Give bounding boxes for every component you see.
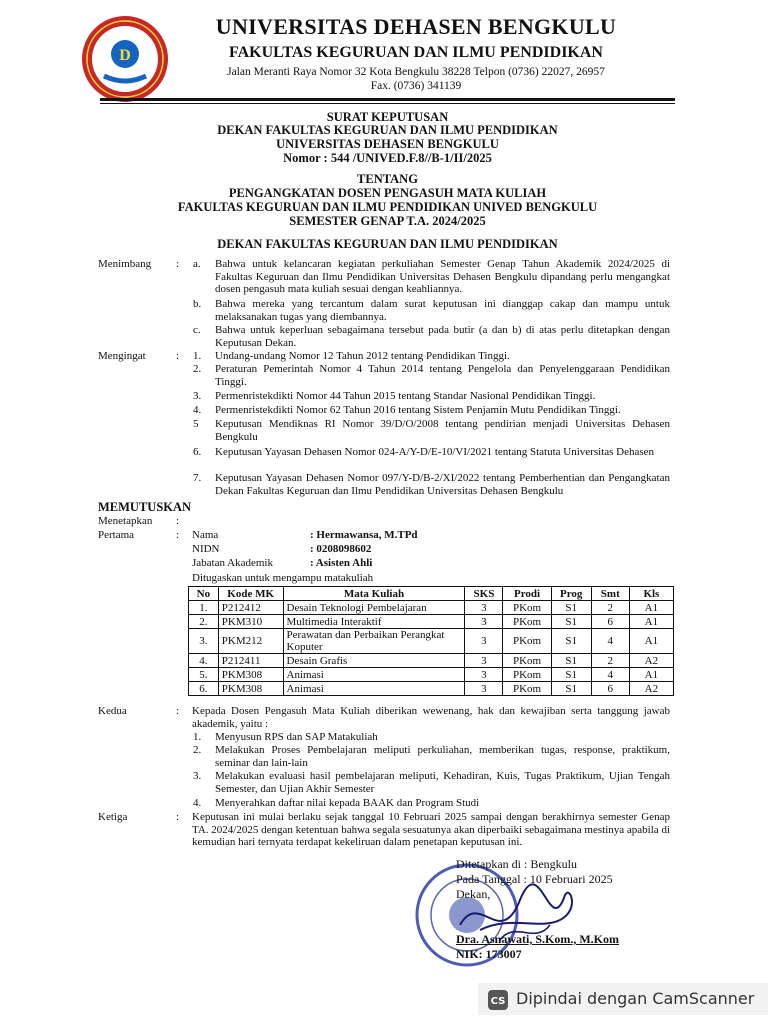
university-name: UNIVERSITAS DEHASEN BENGKULU (215, 14, 617, 39)
heading-university: UNIVERSITAS DEHASEN BENGKULU (276, 137, 499, 151)
cell-no: 4. (189, 654, 219, 668)
nama-value: : Hermawansa, M.TPd (310, 529, 418, 541)
cell-no: 2. (189, 615, 219, 629)
university-logo (80, 14, 170, 104)
heading-dekan: DEKAN FAKULTAS KEGURUAN DAN ILMU PENDIDIKAN (217, 123, 558, 137)
ketiga-text: Keputusan ini mulai berlaku sejak tanggal 10 Februari 2025 sampai dengan berakhirnya semester Genap TA. 2024/2025 dengan ketentuan bahwa segala sesuatunya akan diperbaiki sebagaimana mestinya apabila di kemudian hari ternyata terdapat kekeliruan dalam penetapan keputusan ini. (192, 811, 670, 848)
mengingat-item: Keputusan Yayasan Dehasen Nomor 024-A/Y-D/E-10/VI/2021 tentang Statuta Universitas Dehasen (215, 446, 654, 458)
column-header: Prog (551, 587, 591, 601)
heading-surat-keputusan: SURAT KEPUTUSAN (326, 110, 449, 124)
heading-subject-1: PENGANGKATAN DOSEN PENGASUH MATA KULIAH (228, 186, 547, 200)
cell-matakuliah: Animasi (283, 668, 465, 682)
colon: : (176, 515, 180, 527)
menimbang-item: Bahwa untuk kelancaran kegiatan perkuliahan Semester Genap Tahun Akademik 2024/2025 di Fakultas Keguruan dan Ilmu Pendidikan Universitas Dehasen Bengkulu dipandang perlu mengangkat dosen pengasuh mata kuliah sesuai dengan keahliannya. (215, 258, 670, 295)
cell-smt: 4 (591, 668, 629, 682)
heading-tentang: TENTANG (357, 172, 418, 186)
item-number: 4. (193, 404, 202, 416)
cell-kode: PKM310 (218, 615, 283, 629)
cell-prodi: PKom (503, 668, 551, 682)
mengingat-item: Permenristekdikti Nomor 62 Tahun 2016 tentang Sistem Penjamin Mutu Pendidikan Tinggi. (215, 404, 621, 416)
table-row (189, 682, 674, 696)
kedua-item: Menyusun RPS dan SAP Matakuliah (215, 731, 378, 743)
cell-kode: PKM308 (218, 668, 283, 682)
mengingat-item: Keputusan Yayasan Dehasen Nomor 097/Y-D/B-2/XI/2022 tentang Pemberhentian dan Pengangkatan Dekan Fakultas Keguruan dan Ilmu Pendidikan Universitas Dehasen Bengkulu (215, 472, 670, 497)
cell-prog: S1 (551, 629, 591, 654)
item-number: 2. (193, 744, 202, 756)
cell-kode: PKM212 (218, 629, 283, 654)
colon: : (176, 705, 180, 717)
menimbang-label: Menimbang (98, 258, 152, 270)
mengingat-item: Permenristekdikti Nomor 44 Tahun 2015 tentang Standar Nasional Pendidikan Tinggi. (215, 390, 596, 402)
heading-subject-2: FAKULTAS KEGURUAN DAN ILMU PENDIDIKAN UNIVED BENGKULU (177, 200, 598, 214)
cell-prog: S1 (551, 668, 591, 682)
course-table (188, 586, 674, 696)
cell-prog: S1 (551, 601, 591, 615)
dekan-title: Dekan, (456, 887, 491, 901)
cell-sks: 3 (465, 682, 503, 696)
table-row (189, 615, 674, 629)
table-row (189, 601, 674, 615)
cell-prog: S1 (551, 682, 591, 696)
cell-matakuliah: Animasi (283, 682, 465, 696)
colon: : (176, 258, 180, 270)
heading-dekan-2: DEKAN FAKULTAS KEGURUAN DAN ILMU PENDIDIKAN (217, 237, 558, 251)
item-number: 2. (193, 363, 202, 375)
cell-prodi: PKom (503, 601, 551, 615)
cell-kls: A2 (629, 654, 673, 668)
pertama-label: Pertama (98, 529, 135, 541)
kedua-item: Melakukan evaluasi hasil pembelajaran meliputi, Kehadiran, Kuis, Tugas Praktikum, Ujian Tengah Semester, dan Ujian Akhir Semester (215, 770, 670, 795)
cell-kode: P212412 (218, 601, 283, 615)
mengingat-item: Peraturan Pemerintah Nomor 4 Tahun 2014 tentang Pengelola dan Penyelenggaraan Pendidikan Tinggi. (215, 363, 670, 388)
pada-tanggal: Pada Tanggal : 10 Februari 2025 (456, 872, 613, 886)
cell-kls: A2 (629, 682, 673, 696)
ketiga-label: Ketiga (98, 811, 128, 823)
item-number: b. (193, 298, 202, 310)
colon: : (176, 811, 180, 823)
item-number: 3. (193, 390, 202, 402)
menimbang-item: Bahwa mereka yang tercantum dalam surat keputusan ini dianggap cakap dan mampu untuk melaksanakan tugas yang diembannya. (215, 298, 670, 323)
cell-prodi: PKom (503, 654, 551, 668)
column-header: No (189, 587, 219, 601)
cell-smt: 4 (591, 629, 629, 654)
table-row (189, 629, 674, 654)
column-header: SKS (465, 587, 503, 601)
table-header-row (189, 587, 674, 601)
cell-no: 3. (189, 629, 219, 654)
scanner-watermark-text: Dipindai dengan CamScanner (516, 989, 755, 1008)
faculty-name: FAKULTAS KEGURUAN DAN ILMU PENDIDIKAN (229, 44, 603, 61)
item-number: a. (193, 258, 201, 270)
cell-smt: 2 (591, 654, 629, 668)
cell-kode: PKM308 (218, 682, 283, 696)
item-number: 1. (193, 731, 202, 743)
signatory-name: Dra. Asnawati, S.Kom., M.Kom (456, 932, 619, 946)
svg-text:D: D (119, 47, 131, 64)
cell-kode: P212411 (218, 654, 283, 668)
cell-kls: A1 (629, 629, 673, 654)
heading-nomor: Nomor : 544 /UNIVED.F.8//B-1/II/2025 (283, 151, 492, 165)
table-row (189, 668, 674, 682)
header-rule-thick (100, 98, 675, 101)
jabatan-value: : Asisten Ahli (310, 557, 373, 569)
header-rule-thin (100, 103, 675, 104)
nidn-value: : 0208098602 (310, 543, 372, 555)
menimbang-item: Bahwa untuk keperluan sebagaimana tersebut pada butir (a dan b) di atas perlu ditetapkan dengan Keputusan Dekan. (215, 324, 670, 349)
colon: : (176, 350, 180, 362)
item-number: 3. (193, 770, 202, 782)
column-header: Prodi (503, 587, 551, 601)
cell-smt: 6 (591, 615, 629, 629)
cell-matakuliah: Multimedia Interaktif (283, 615, 465, 629)
menetapkan-label: Menetapkan (98, 515, 153, 527)
cell-kls: A1 (629, 668, 673, 682)
address: Jalan Meranti Raya Nomor 32 Kota Bengkulu 38228 Telpon (0736) 22027, 26957 (227, 66, 605, 78)
item-number: 1. (193, 350, 202, 362)
item-number: 7. (193, 472, 202, 484)
column-header: Mata Kuliah (283, 587, 465, 601)
memutuskan-title: MEMUTUSKAN (98, 500, 192, 514)
kedua-item: Menyerahkan daftar nilai kepada BAAK dan Program Studi (215, 797, 480, 809)
cell-sks: 3 (465, 601, 503, 615)
mengingat-item: Undang-undang Nomor 12 Tahun 2012 tentang Pendidikan Tinggi. (215, 350, 510, 362)
nidn-label: NIDN (192, 543, 220, 555)
fax: Fax. (0736) 341139 (370, 80, 462, 92)
cell-prodi: PKom (503, 682, 551, 696)
cell-no: 1. (189, 601, 219, 615)
column-header: Kode MK (218, 587, 283, 601)
kedua-item: Melakukan Proses Pembelajaran meliputi perkuliahan, memberikan tugas, response, praktikum, seminar dan lain-lain (215, 744, 670, 769)
item-number: 6. (193, 446, 202, 458)
item-number: c. (193, 324, 201, 336)
column-header: Kls (629, 587, 673, 601)
signatory-nik: NIK: 173007 (456, 947, 522, 961)
cell-matakuliah: Desain Teknologi Pembelajaran (283, 601, 465, 615)
cell-matakuliah: Desain Grafis (283, 654, 465, 668)
cell-sks: 3 (465, 668, 503, 682)
mengingat-item: Keputusan Mendiknas RI Nomor 39/D/O/2008 tentang pendirian menjadi Universitas Dehasen Bengkulu (215, 418, 670, 443)
svg-text:CS: CS (490, 996, 506, 1007)
cell-no: 5. (189, 668, 219, 682)
ditugaskan-text: Ditugaskan untuk mengampu matakuliah (192, 572, 374, 584)
cell-smt: 6 (591, 682, 629, 696)
cell-sks: 3 (465, 654, 503, 668)
cell-kls: A1 (629, 615, 673, 629)
colon: : (176, 529, 180, 541)
ditetapkan-di: Ditetapkan di : Bengkulu (456, 857, 577, 871)
cell-smt: 2 (591, 601, 629, 615)
cell-no: 6. (189, 682, 219, 696)
item-number: 4. (193, 797, 202, 809)
cell-prodi: PKom (503, 615, 551, 629)
kedua-intro: Kepada Dosen Pengasuh Mata Kuliah diberikan wewenang, hak dan kewajiban serta tanggung jawab akademik, yaitu : (192, 705, 670, 730)
cell-prog: S1 (551, 654, 591, 668)
camscanner-icon (488, 990, 508, 1010)
mengingat-label: Mengingat (98, 350, 146, 362)
column-header: Smt (591, 587, 629, 601)
jabatan-label: Jabatan Akademik (192, 557, 273, 569)
nama-label: Nama (192, 529, 219, 541)
cell-sks: 3 (465, 629, 503, 654)
cell-matakuliah: Perawatan dan Perbaikan Perangkat Koputer (283, 629, 465, 654)
cell-prog: S1 (551, 615, 591, 629)
cell-prodi: PKom (503, 629, 551, 654)
cell-sks: 3 (465, 615, 503, 629)
kedua-label: Kedua (98, 705, 127, 717)
table-row (189, 654, 674, 668)
item-number: 5 (193, 418, 199, 430)
heading-subject-3: SEMESTER GENAP T.A. 2024/2025 (289, 214, 486, 228)
cell-kls: A1 (629, 601, 673, 615)
